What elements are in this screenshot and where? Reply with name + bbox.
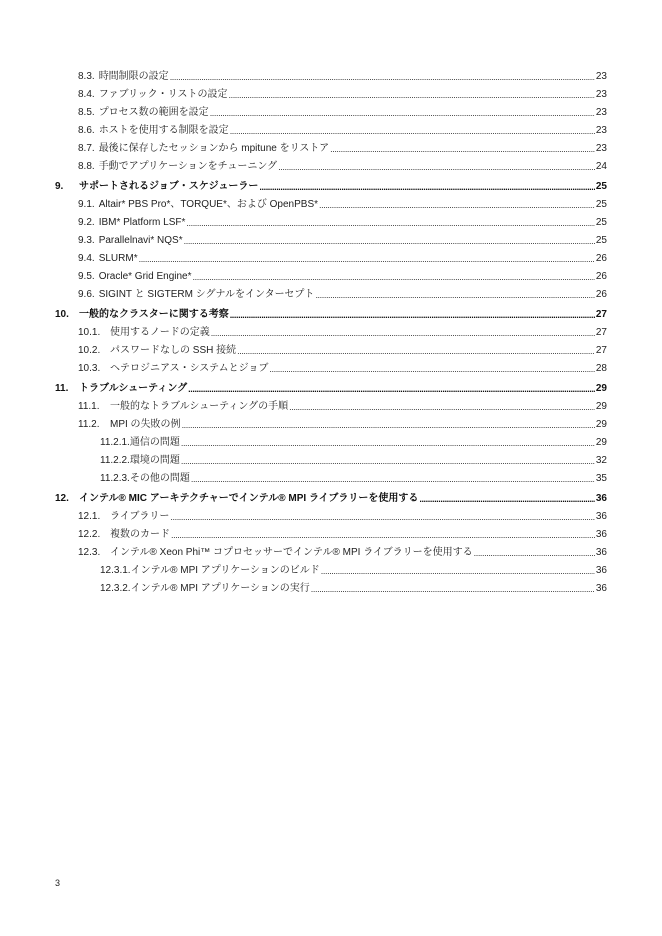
entry-title: IBM* Platform LSF*	[98, 217, 186, 228]
entry-number: 11.2.2.	[100, 455, 130, 466]
entry-number: 12.2.	[78, 529, 101, 540]
dot-leader	[289, 398, 595, 416]
entry-title: 一般的なクラスターに関する考察	[79, 309, 229, 320]
dot-leader	[237, 342, 595, 360]
entry-title: トラブルシューティング	[79, 383, 188, 394]
entry-page-number: 29	[595, 383, 607, 394]
entry-number: 8.4.	[78, 89, 95, 100]
toc-section-entry[interactable]	[55, 508, 607, 526]
dot-leader	[191, 470, 595, 488]
entry-page-number: 36	[595, 583, 607, 594]
entry-title: ライブラリー	[110, 511, 170, 522]
toc-section-entry[interactable]	[55, 214, 607, 232]
dot-leader	[184, 232, 595, 250]
dot-leader	[321, 562, 595, 580]
dot-leader	[230, 122, 595, 140]
entry-title: ホストを使用する制限を設定	[98, 125, 229, 136]
toc-subsection-entry[interactable]	[55, 562, 607, 580]
entry-number: 12.1.	[78, 511, 101, 522]
toc-section-entry[interactable]	[55, 398, 607, 416]
dot-leader	[230, 306, 595, 324]
entry-number: 10.1.	[78, 327, 101, 338]
entry-page-number: 29	[595, 437, 607, 448]
entry-number: 12.	[55, 493, 69, 504]
entry-number: 12.3.2.	[100, 583, 131, 594]
entry-number: 11.1.	[78, 401, 100, 412]
toc-section-entry[interactable]	[55, 250, 607, 268]
dot-leader	[315, 286, 594, 304]
entry-title: 環境の問題	[129, 455, 180, 466]
entry-title: SIGINT と SIGTERM シグナルをインターセプト	[98, 289, 315, 300]
toc-section-entry[interactable]	[55, 544, 607, 562]
dot-leader	[170, 508, 594, 526]
dot-leader	[229, 86, 595, 104]
dot-leader	[171, 526, 595, 544]
dot-leader	[188, 380, 595, 398]
dot-leader	[311, 580, 595, 598]
entry-page-number: 23	[595, 71, 607, 82]
entry-number: 8.5.	[78, 107, 95, 118]
entry-page-number: 25	[595, 235, 607, 246]
entry-title: インテル® MPI アプリケーションの実行	[130, 583, 310, 594]
entry-number: 9.	[55, 181, 64, 192]
entry-title: 使用するノードの定義	[110, 327, 210, 338]
entry-number: 12.3.1.	[100, 565, 131, 576]
toc-subsection-entry[interactable]	[55, 452, 607, 470]
entry-number: 10.2.	[78, 345, 101, 356]
toc-chapter-entry[interactable]	[55, 306, 607, 324]
dot-leader	[278, 158, 595, 176]
entry-number: 8.7.	[78, 143, 95, 154]
toc-section-entry[interactable]	[55, 416, 607, 434]
entry-page-number: 36	[595, 529, 607, 540]
dot-leader	[181, 452, 595, 470]
entry-number: 9.5.	[78, 271, 95, 282]
toc-section-entry[interactable]	[55, 286, 607, 304]
entry-title: MPI の失敗の例	[110, 419, 181, 430]
entry-title: 最後に保存したセッションから mpitune をリストア	[98, 143, 330, 154]
toc-chapter-entry[interactable]	[55, 178, 607, 196]
toc-chapter-entry[interactable]	[55, 380, 607, 398]
toc-section-entry[interactable]	[55, 158, 607, 176]
dot-leader	[170, 68, 595, 86]
entry-page-number: 36	[595, 493, 607, 504]
entry-page-number: 25	[595, 217, 607, 228]
entry-number: 11.	[55, 383, 69, 394]
footer-page-number: 3	[55, 878, 61, 888]
dot-leader	[181, 434, 595, 452]
entry-page-number: 27	[595, 345, 607, 356]
entry-page-number: 27	[595, 309, 607, 320]
toc-subsection-entry[interactable]	[55, 470, 607, 488]
entry-number: 8.6.	[78, 125, 95, 136]
entry-number: 12.3.	[78, 547, 101, 558]
dot-leader	[319, 196, 595, 214]
entry-title: Altair* PBS Pro*、TORQUE*、および OpenPBS*	[98, 199, 319, 210]
entry-title: インテル® MIC アーキテクチャーでインテル® MPI ライブラリーを使用する	[79, 493, 419, 504]
entry-page-number: 35	[595, 473, 607, 484]
toc-section-entry[interactable]	[55, 324, 607, 342]
dot-leader	[210, 104, 595, 122]
dot-leader	[474, 544, 595, 562]
toc-chapter-entry[interactable]	[55, 490, 607, 508]
toc-section-entry[interactable]	[55, 342, 607, 360]
entry-title: パスワードなしの SSH 接続	[110, 345, 237, 356]
toc-section-entry[interactable]	[55, 232, 607, 250]
entry-title: ヘテロジニアス・システムとジョブ	[110, 363, 269, 374]
entry-page-number: 26	[595, 289, 607, 300]
entry-number: 9.4.	[78, 253, 95, 264]
entry-title: インテル® MPI アプリケーションのビルド	[130, 565, 320, 576]
entry-title: SLURM*	[98, 253, 138, 264]
dot-leader	[330, 140, 595, 158]
toc-section-entry[interactable]	[55, 268, 607, 286]
entry-title: 時間制限の設定	[98, 71, 169, 82]
entry-page-number: 29	[595, 401, 607, 412]
toc-section-entry[interactable]	[55, 360, 607, 378]
toc-section-entry[interactable]	[55, 140, 607, 158]
entry-title: Parallelnavi* NQS*	[98, 235, 183, 246]
entry-number: 9.2.	[78, 217, 95, 228]
entry-number: 11.2.	[78, 419, 100, 430]
entry-page-number: 32	[595, 455, 607, 466]
toc-section-entry[interactable]	[55, 68, 607, 86]
entry-number: 9.6.	[78, 289, 95, 300]
entry-title: 通信の問題	[129, 437, 180, 448]
entry-number: 11.2.1.	[100, 437, 130, 448]
table-of-contents	[55, 68, 607, 598]
entry-number: 10.3.	[78, 363, 101, 374]
entry-title: 手動でアプリケーションをチューニング	[98, 161, 278, 172]
entry-title: Oracle* Grid Engine*	[98, 271, 192, 282]
entry-page-number: 27	[595, 327, 607, 338]
entry-page-number: 26	[595, 271, 607, 282]
toc-subsection-entry[interactable]	[55, 580, 607, 598]
dot-leader	[259, 178, 594, 196]
toc-section-entry[interactable]	[55, 122, 607, 140]
entry-page-number: 23	[595, 107, 607, 118]
entry-number: 8.3.	[78, 71, 95, 82]
entry-page-number: 24	[595, 161, 607, 172]
entry-title: サポートされるジョブ・スケジューラー	[79, 181, 259, 192]
dot-leader	[419, 490, 595, 508]
dot-leader	[139, 250, 595, 268]
toc-subsection-entry[interactable]	[55, 434, 607, 452]
entry-title: インテル® Xeon Phi™ コプロセッサーでインテル® MPI ライブラリーを使用する	[110, 547, 473, 558]
entry-number: 10.	[55, 309, 69, 320]
entry-title: ファブリック・リストの設定	[98, 89, 228, 100]
entry-title: プロセス数の範囲を設定	[98, 107, 209, 118]
entry-page-number: 36	[595, 547, 607, 558]
entry-number: 8.8.	[78, 161, 95, 172]
toc-section-entry[interactable]	[55, 196, 607, 214]
toc-section-entry[interactable]	[55, 86, 607, 104]
entry-page-number: 36	[595, 565, 607, 576]
entry-page-number: 36	[595, 511, 607, 522]
entry-page-number: 23	[595, 89, 607, 100]
entry-page-number: 23	[595, 125, 607, 136]
entry-page-number: 25	[595, 199, 607, 210]
dot-leader	[182, 416, 595, 434]
entry-number: 9.3.	[78, 235, 95, 246]
entry-page-number: 28	[595, 363, 607, 374]
entry-title: 一般的なトラブルシューティングの手順	[110, 401, 289, 412]
entry-number: 9.1.	[78, 199, 95, 210]
dot-leader	[269, 360, 594, 378]
dot-leader	[193, 268, 595, 286]
entry-page-number: 25	[595, 181, 607, 192]
entry-title: 複数のカード	[110, 529, 170, 540]
entry-page-number: 29	[595, 419, 607, 430]
entry-title: その他の問題	[129, 473, 190, 484]
toc-section-entry[interactable]	[55, 526, 607, 544]
entry-page-number: 23	[595, 143, 607, 154]
dot-leader	[186, 214, 594, 232]
dot-leader	[211, 324, 595, 342]
entry-number: 11.2.3.	[100, 473, 130, 484]
entry-page-number: 26	[595, 253, 607, 264]
toc-section-entry[interactable]	[55, 104, 607, 122]
